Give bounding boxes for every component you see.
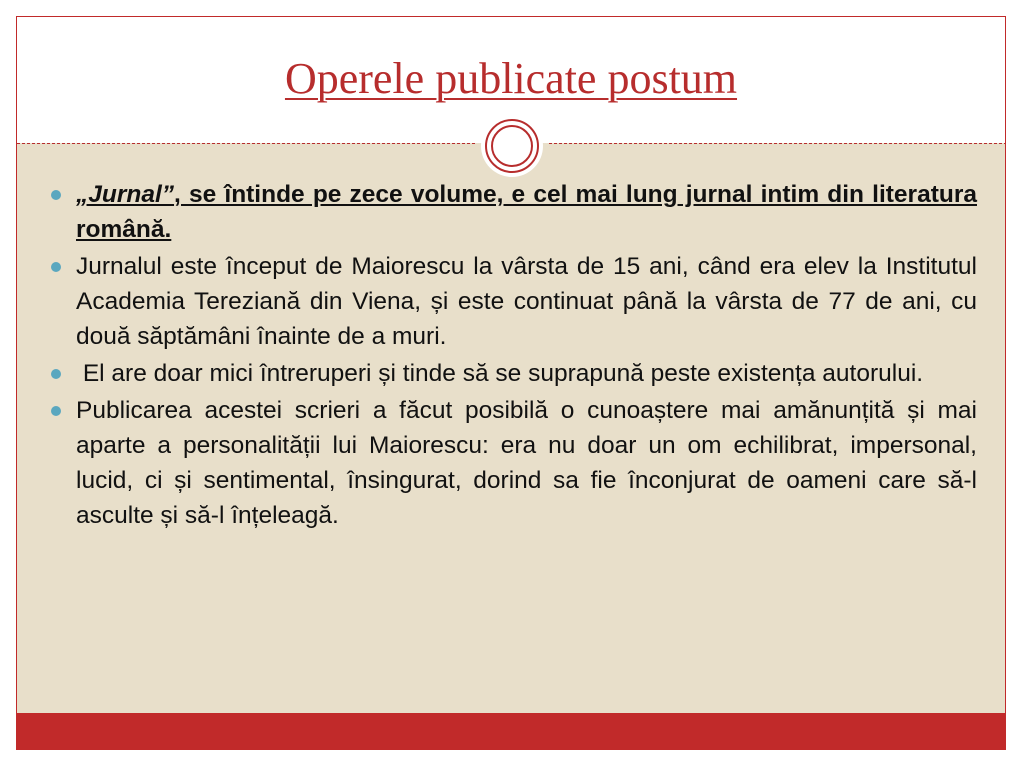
- slide-title: Operele publicate postum: [284, 54, 738, 103]
- bullet-text: El are doar mici întreruperi și tinde să se suprapună peste existența autorului.: [76, 360, 924, 387]
- footer-band: [17, 713, 1005, 749]
- bullet-text: , se întinde pe zece volume, e cel mai lung jurnal intim din literatura română.: [76, 181, 977, 243]
- bullet-dot-icon: [51, 406, 61, 416]
- double-ring-icon: [479, 113, 545, 179]
- bullet-emphasis: „Jurnal”: [76, 181, 175, 208]
- bullet-item: [49, 393, 977, 533]
- bullet-dot-icon: [51, 190, 61, 200]
- bullet-item: [49, 249, 977, 354]
- slide-content: [49, 177, 977, 535]
- bullet-dot-icon: [51, 262, 61, 272]
- slide: [16, 16, 1006, 750]
- header-divider-right: [549, 143, 1006, 144]
- bullet-item: [49, 356, 977, 391]
- header-divider-left: [17, 143, 475, 144]
- bullet-item: [49, 177, 977, 247]
- bullet-dot-icon: [51, 369, 61, 379]
- bullet-text: Jurnalul este început de Maiorescu la vârsta de 15 ani, când era elev la Institutul Academia Tereziană din Viena, și este continuat până la vârsta de 77 de ani, cu două săptămâni înainte de a muri.: [76, 253, 977, 350]
- bullet-text: Publicarea acestei scrieri a făcut posibilă o cunoaștere mai amănunțită și mai aparte a personalității lui Maiorescu: era nu doar un om echilibrat, impersonal, lucid, ci și sentimental, însingurat, dorind sa fie înconjurat de oameni care să-l asculte și să-l înțeleagă.: [76, 397, 977, 529]
